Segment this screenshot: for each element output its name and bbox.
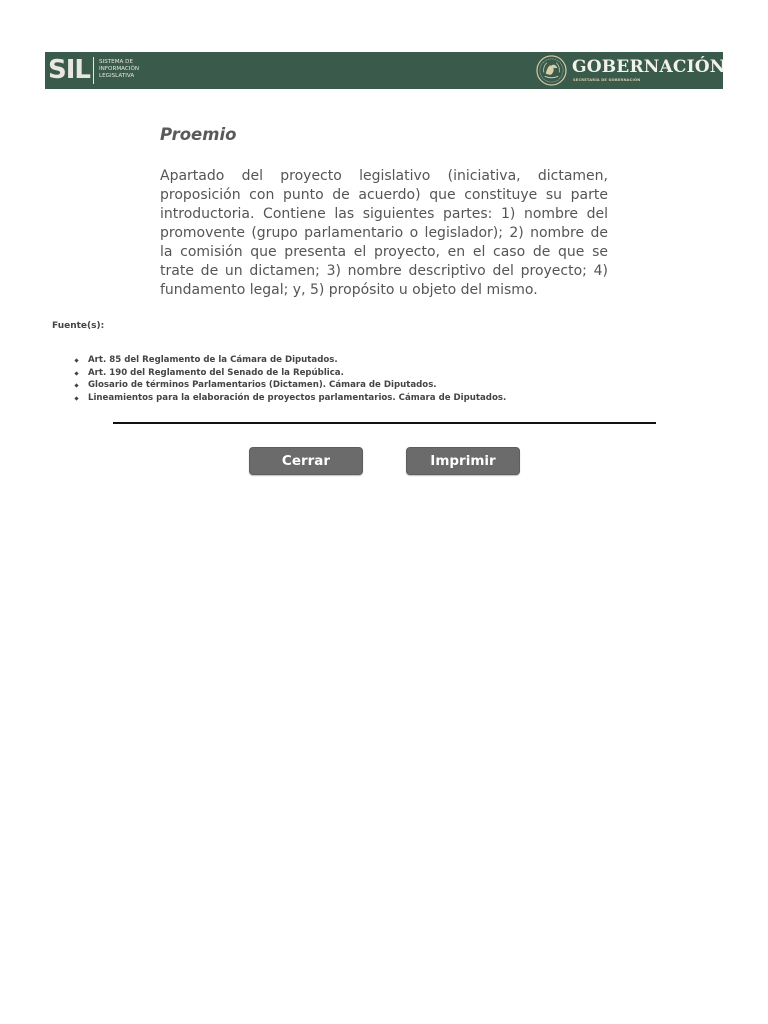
gobernacion-title: GOBERNACIÓN xyxy=(572,57,726,77)
source-item xyxy=(75,354,506,367)
source-item xyxy=(75,392,506,405)
page-title: Proemio xyxy=(160,125,237,144)
definition-text: Apartado del proyecto legislativo (iniciativa, dictamen, proposición con punto de acuerdo) que constituye su parte introductoria. Contiene las siguientes partes: 1) nombre del promovente (grupo parlamentario o legislador); 2) nombre de la comisión que presenta el proyecto, en el caso de que se trate de un dictamen; 3) nombre descriptivo del proyecto; 4) fundamento legal; y, 5) propósito u objeto del mismo. xyxy=(160,168,608,298)
diamond-bullet-icon xyxy=(74,384,78,388)
sources-label: Fuente(s): xyxy=(52,321,105,331)
logo-divider xyxy=(93,57,94,84)
source-item xyxy=(75,367,506,380)
sources-list xyxy=(75,354,506,404)
diamond-bullet-icon xyxy=(74,358,78,362)
diamond-bullet-icon xyxy=(74,371,78,375)
source-text: Lineamientos para la elaboración de proyectos parlamentarios. Cámara de Diputados. xyxy=(88,392,507,403)
mexico-coat-of-arms-icon xyxy=(536,55,567,86)
source-item xyxy=(75,379,506,392)
diamond-bullet-icon xyxy=(74,396,78,400)
close-button[interactable]: Cerrar xyxy=(249,447,363,475)
source-text: Art. 190 del Reglamento del Senado de la República. xyxy=(88,367,344,378)
source-text: Art. 85 del Reglamento de la Cámara de Diputados. xyxy=(88,355,338,365)
print-button[interactable]: Imprimir xyxy=(406,447,520,475)
header-banner xyxy=(45,52,726,89)
sil-logo: SIL xyxy=(48,55,90,85)
sil-subtitle: SISTEMA DE INFORMACIÓN LEGISLATIVA xyxy=(99,59,140,79)
section-divider xyxy=(113,422,656,424)
gobernacion-subtitle: SECRETARÍA DE GOBERNACIÓN xyxy=(573,78,641,82)
source-text: Glosario de términos Parlamentarios (Dictamen). Cámara de Diputados. xyxy=(88,380,437,391)
